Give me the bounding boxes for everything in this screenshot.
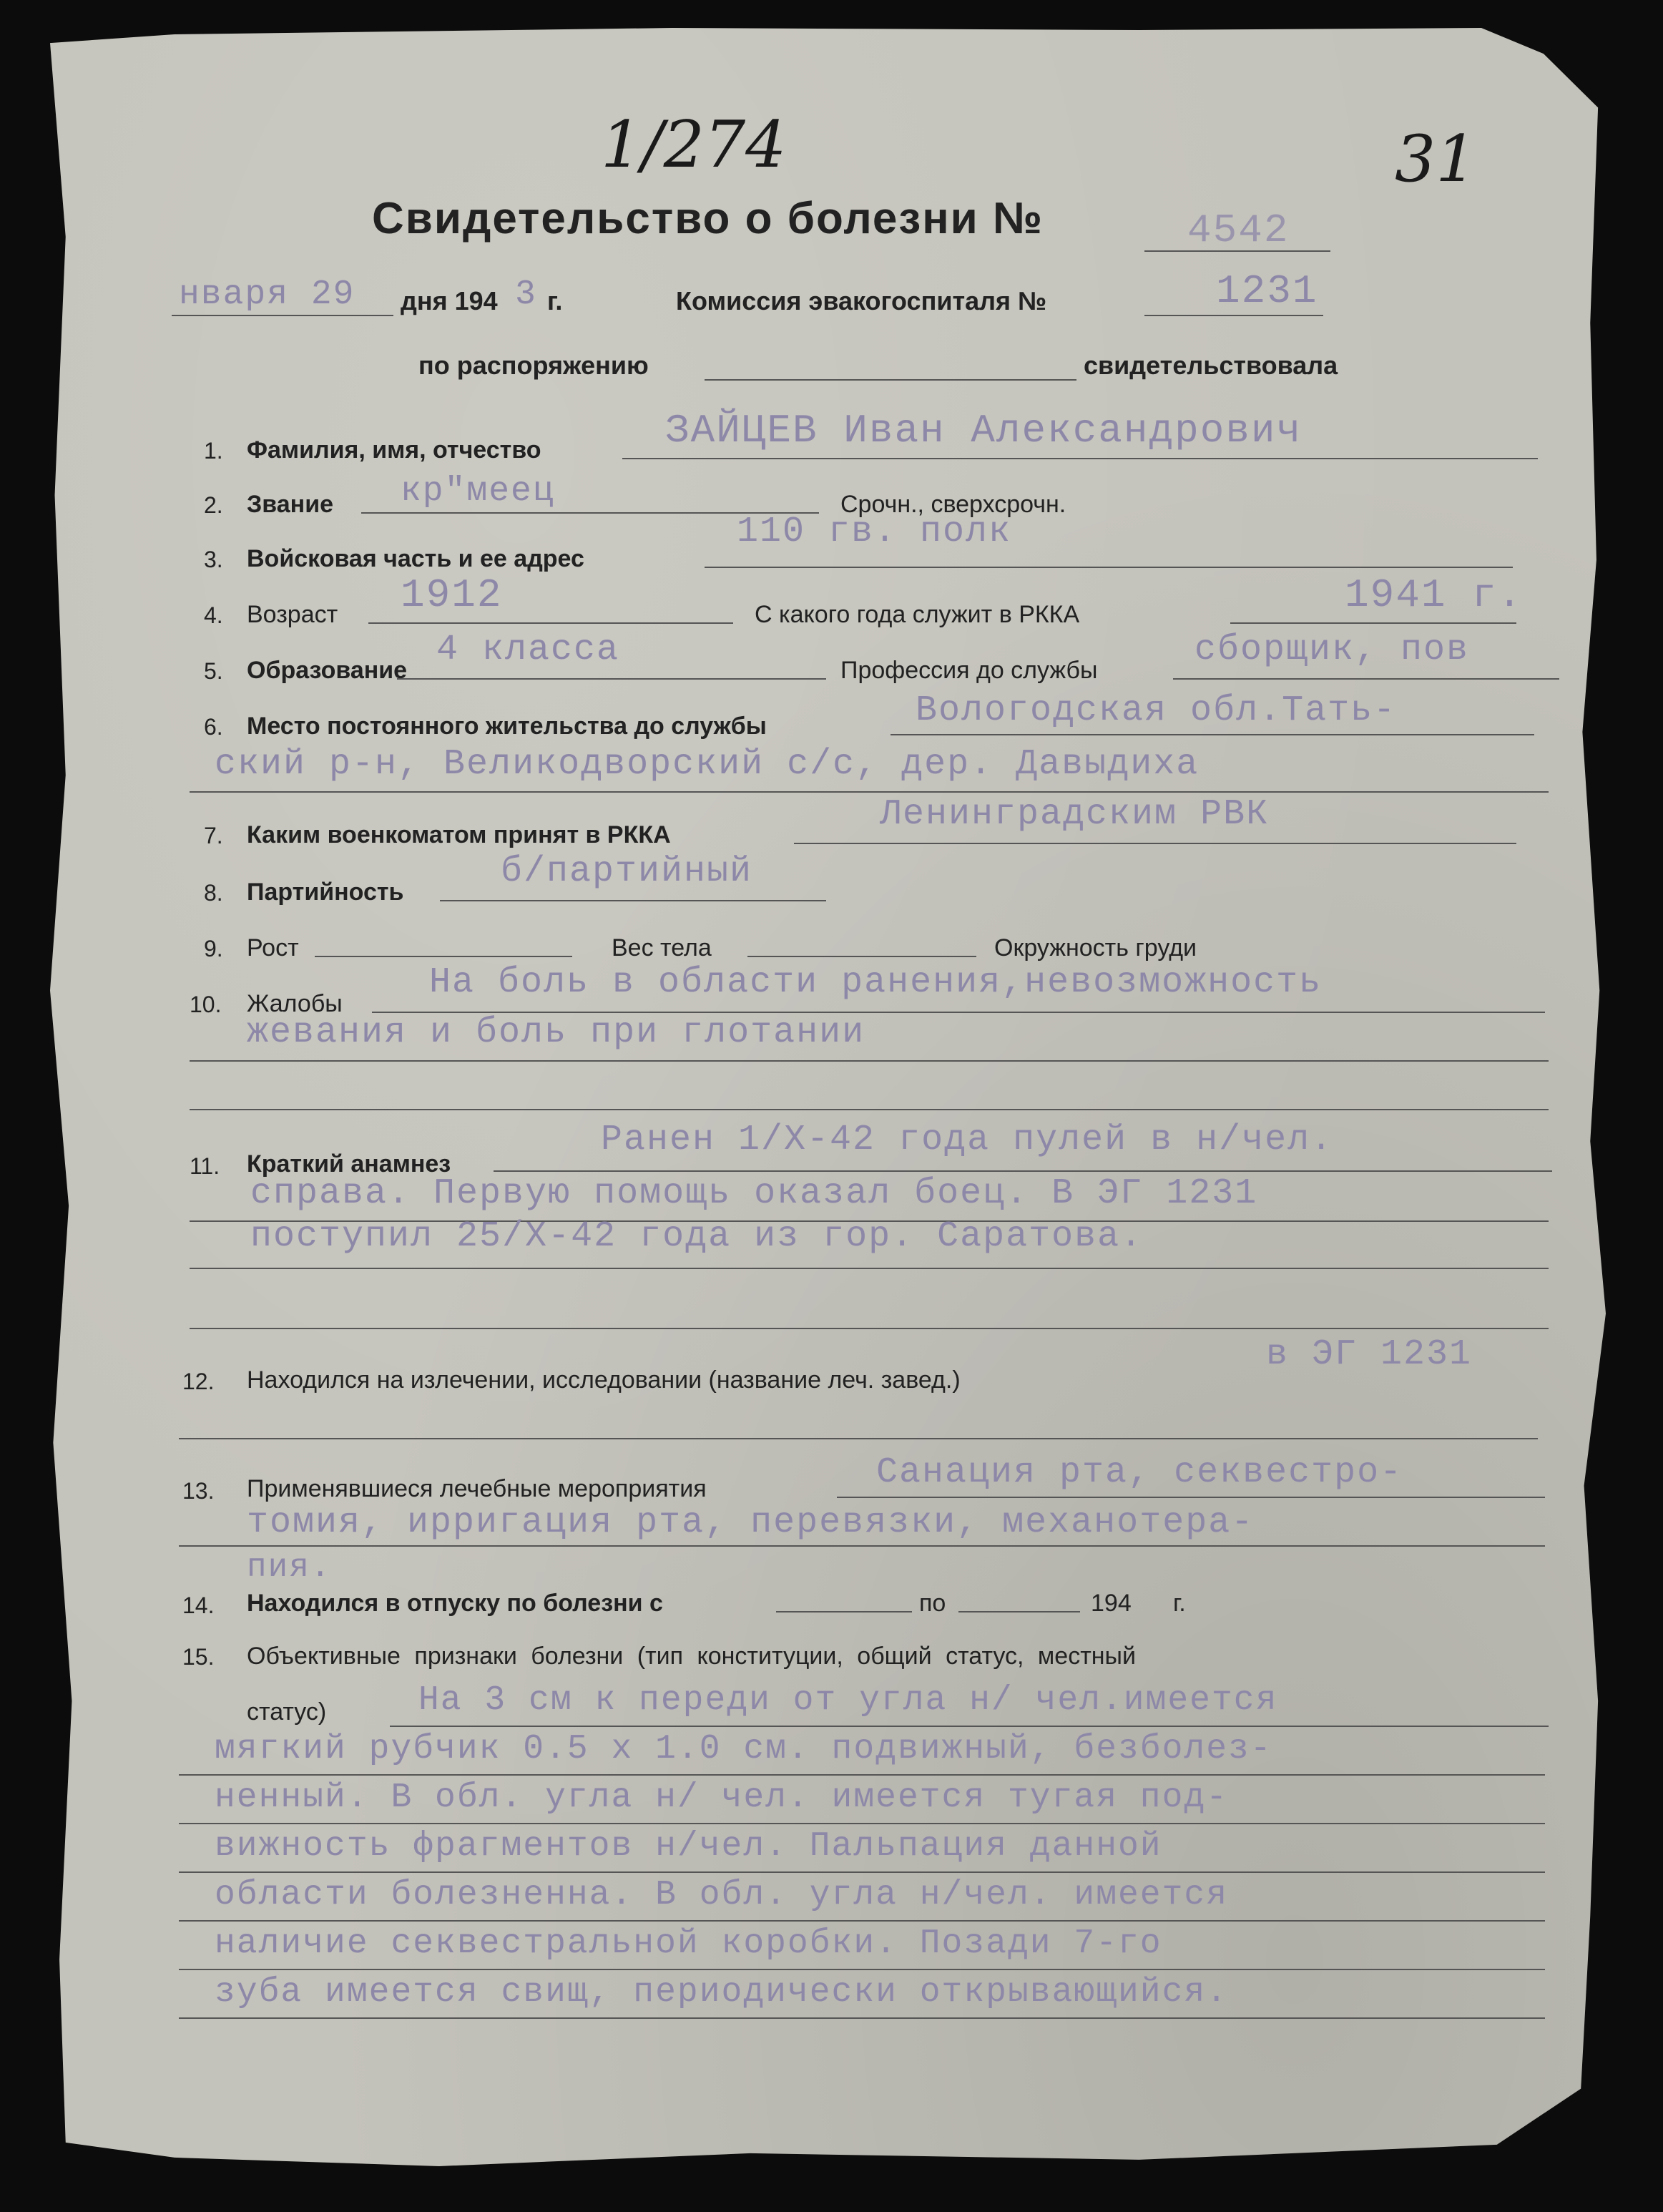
date-prefix: нваря 29 xyxy=(179,275,355,314)
field-15-value-line: ненный. В обл. угла н/ чел. имеется тугая под- xyxy=(215,1778,1229,1817)
field-4-number: 4. xyxy=(204,602,223,628)
field-15-value-line: вижность фрагментов н/чел. Пальпация данной xyxy=(215,1827,1162,1866)
year-digit: 3 xyxy=(515,275,537,314)
field-4-value: 1912 xyxy=(401,572,503,618)
year-suffix: г. xyxy=(547,286,563,315)
field-11-line xyxy=(494,1170,1552,1172)
field-15-value-line: зуба имеется свищ, периодически открывающийся. xyxy=(215,1973,1229,2012)
field-5-value2: сборщик, пов xyxy=(1194,630,1470,670)
field-11-value-line2: справа. Первую помощь оказал боец. В ЭГ 1231 xyxy=(250,1173,1258,1214)
field-4-label: Возраст xyxy=(247,601,338,628)
field-8-value: б/партийный xyxy=(501,851,753,892)
field-14-label: Находился в отпуску по болезни с xyxy=(247,1590,663,1617)
field-6-value: Вологодская обл.Тать- xyxy=(916,690,1397,731)
field-8-label: Партийность xyxy=(247,879,404,906)
field-7-number: 7. xyxy=(204,823,223,848)
field-6-line2 xyxy=(190,791,1549,793)
field-15-line xyxy=(179,1774,1545,1776)
field-10-line3 xyxy=(190,1109,1549,1110)
field-15-line xyxy=(390,1726,1549,1727)
field-2-value: кр"меец xyxy=(401,472,555,511)
handwritten-page-number: 31 xyxy=(1395,122,1477,197)
field-12-number: 12. xyxy=(182,1369,215,1394)
field-6-label: Место постоянного жительства до службы xyxy=(247,713,767,740)
field-15-value-line: мягкий рубчик 0.5 х 1.0 см. подвижный, безболез- xyxy=(215,1730,1272,1768)
field-1-line xyxy=(622,458,1538,459)
field-11-value-line3: поступил 25/X-42 года из гор. Саратова. xyxy=(250,1216,1144,1257)
field-6-line xyxy=(891,734,1534,735)
field-11-line3 xyxy=(190,1268,1549,1269)
field-10-number: 10. xyxy=(190,992,222,1017)
field-15-value-line: На 3 см к переди от угла н/ чел.имеется xyxy=(418,1681,1278,1720)
field-15-value-line: наличие секвестральной коробки. Позади 7-го xyxy=(215,1924,1162,1963)
field-14-number: 14. xyxy=(182,1592,215,1618)
field-11-value: Ранен 1/X-42 года пулей в н/чел. xyxy=(601,1120,1334,1160)
field-9-label2: Вес тела xyxy=(612,934,712,961)
field-15-label: Объективные признаки болезни (тип конституции, общий статус, местный xyxy=(247,1643,1136,1670)
document-title: Свидетельство о болезни № xyxy=(372,194,1044,243)
field-15-value-line: области болезненна. В обл. угла н/чел. имеется xyxy=(215,1876,1229,1914)
field-8-line xyxy=(440,900,826,901)
field-15-label-line2: статус) xyxy=(247,1698,327,1726)
field-9-label: Рост xyxy=(247,934,299,961)
field-7-label: Каким военкоматом принят в РККА xyxy=(247,821,671,848)
field-7-value: Ленинградским РВК xyxy=(880,794,1270,835)
date-line xyxy=(172,315,393,316)
field-15-line xyxy=(179,1920,1545,1922)
field-5-number: 5. xyxy=(204,658,223,684)
field-13-line2 xyxy=(179,1545,1545,1547)
field-10-label: Жалобы xyxy=(247,990,343,1017)
field-12-value: в ЭГ 1231 xyxy=(1266,1334,1473,1375)
field-5-line2 xyxy=(1173,678,1559,680)
field-15-line xyxy=(179,1969,1545,1970)
field-5-line xyxy=(397,678,826,680)
field-2-label2: Срочн., сверхсрочн. xyxy=(840,491,1066,518)
field-14-label2: по xyxy=(919,1590,946,1617)
by-order-line xyxy=(705,379,1076,381)
field-9-line xyxy=(315,956,572,957)
field-11-number: 11. xyxy=(190,1153,220,1179)
field-1-number: 1. xyxy=(204,438,223,464)
field-4-line2 xyxy=(1230,622,1516,624)
field-10-value-line2: жевания и боль при глотании xyxy=(247,1012,865,1053)
day-label: дня 194 xyxy=(401,286,498,315)
field-12-line xyxy=(179,1438,1538,1439)
certificate-number: 4542 xyxy=(1187,207,1290,253)
field-13-number: 13. xyxy=(182,1478,215,1504)
field-11-label: Краткий анамнез xyxy=(247,1150,451,1178)
field-6-value-line2: ский р-н, Великодворский с/с, дер. Давыдиха xyxy=(215,744,1200,785)
field-6-number: 6. xyxy=(204,714,223,740)
commission-line xyxy=(1144,315,1323,316)
field-14-label3: 194 xyxy=(1091,1590,1132,1617)
field-13-value-line3: пия. xyxy=(247,1549,332,1586)
field-14-line xyxy=(776,1611,912,1612)
field-4-label2: С какого года служит в РККА xyxy=(755,601,1080,628)
field-5-value: 4 класса xyxy=(436,630,620,670)
field-9-label3: Окружность груди xyxy=(994,934,1197,961)
certified-label: свидетельствовала xyxy=(1084,351,1338,380)
field-9-number: 9. xyxy=(204,936,223,961)
field-13-line xyxy=(837,1497,1545,1498)
field-14-label4: г. xyxy=(1173,1590,1186,1617)
field-4-value2: 1941 г. xyxy=(1345,572,1524,618)
field-3-line xyxy=(705,567,1513,568)
field-7-line xyxy=(794,843,1516,844)
handwritten-doc-number: 1/274 xyxy=(601,107,787,182)
field-15-line xyxy=(179,2017,1545,2019)
field-5-label: Образование xyxy=(247,657,408,684)
field-10-line2 xyxy=(190,1060,1549,1062)
commission-label: Комиссия эвакогоспиталя № xyxy=(676,286,1047,315)
field-10-value: На боль в области ранения,невозможность xyxy=(429,962,1323,1003)
field-9-line2 xyxy=(747,956,976,957)
certificate-number-line xyxy=(1144,250,1330,252)
field-15-number: 15. xyxy=(182,1644,215,1670)
field-12-label: Находился на излечении, исследовании (название леч. завед.) xyxy=(247,1366,961,1394)
field-13-value: Санация рта, секвестро- xyxy=(876,1452,1403,1493)
field-13-value-line2: томия, ирригация рта, перевязки, механотера- xyxy=(247,1502,1255,1543)
by-order-label: по распоряжению xyxy=(418,351,649,380)
field-5-label2: Профессия до службы xyxy=(840,657,1098,684)
commission-number: 1231 xyxy=(1216,268,1318,314)
field-3-value: 110 гв. полк xyxy=(737,512,1012,552)
field-11-line4 xyxy=(190,1328,1549,1329)
field-2-label: Звание xyxy=(247,491,334,518)
field-1-value: ЗАЙЦЕВ Иван Александрович xyxy=(665,408,1303,454)
field-13-label: Применявшиеся лечебные мероприятия xyxy=(247,1475,707,1502)
field-2-number: 2. xyxy=(204,492,223,518)
field-3-label: Войсковая часть и ее адрес xyxy=(247,545,584,572)
field-4-line xyxy=(368,622,733,624)
field-1-label: Фамилия, имя, отчество xyxy=(247,436,541,464)
field-8-number: 8. xyxy=(204,880,223,906)
field-15-line xyxy=(179,1823,1545,1824)
field-14-line2 xyxy=(958,1611,1080,1612)
field-3-number: 3. xyxy=(204,547,223,572)
field-15-line xyxy=(179,1871,1545,1873)
